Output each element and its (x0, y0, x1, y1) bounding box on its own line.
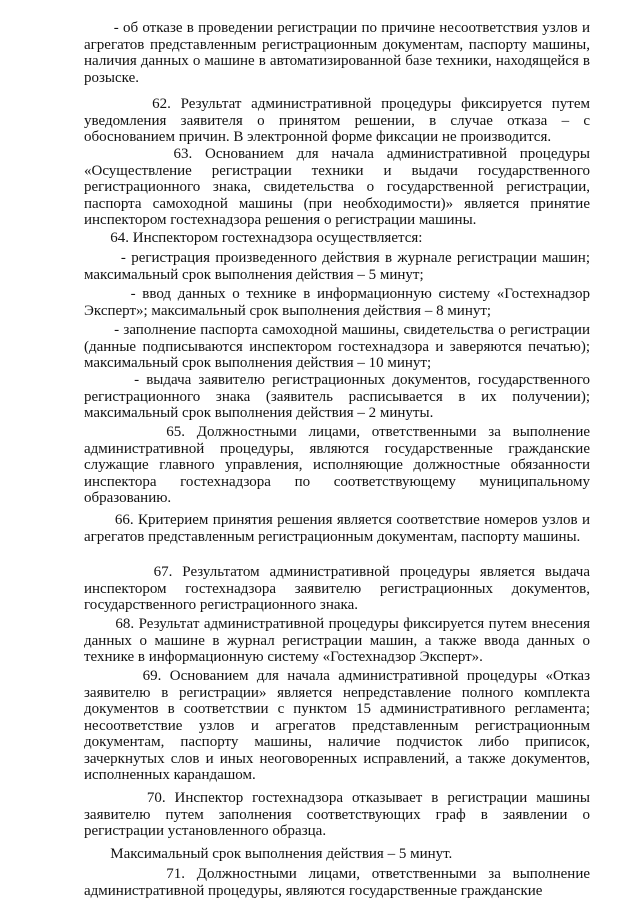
paragraph-64-item-2: - ввод данных о технике в информационную систему «Гостехнадзор Эксперт»; максимальный срок выполнения действия – 8 минут; (84, 286, 590, 319)
paragraph-68: 68. Результат административной процедуры фиксируется путем внесения данных о машине в журнал регистрации машин, а также ввода данных о технике в информационную систему «Гостехнадзор Эксперт». (84, 616, 590, 665)
paragraph-max-time: Максимальный срок выполнения действия – 5 минут. (84, 846, 453, 862)
paragraph-65: 65. Должностными лицами, ответственными за выполнение административной процедуры, являются государственные гражданские служащие главного управления, исполняющие должностные обязанности инспектора гостехнадзора по соответствующему муниципальному образованию. (84, 424, 590, 506)
paragraph-71: 71. Должностными лицами, ответственными за выполнение административной процедуры, являются государственные гражданские (84, 866, 590, 899)
paragraph-64-item-1: - регистрация произведенного действия в журнале регистрации машин; максимальный срок выполнения действия – 5 минут; (84, 250, 590, 283)
paragraph-64: 64. Инспектором гостехнадзора осуществляется: (84, 230, 423, 246)
paragraph-70: 70. Инспектор гостехнадзора отказывает в регистрации машины заявителю путем заполнения соответствующих граф в заявлении о регистрации установленного образца. (84, 790, 590, 839)
paragraph-63: 63. Основанием для начала административной процедуры «Осуществление регистрации техники и выдачи государственного регистрационного знака, свидетельства о государственной регистрации, паспорта самоходной машины (при необходимости)» является принятие инспектором гостехнадзора решения о регистрации машины. (84, 146, 590, 228)
paragraph-62: 62. Результат административной процедуры фиксируется путем уведомления заявителя о принятом решении, в случае отказа – с обоснованием причин. В электронной форме фиксации не производится. (84, 96, 590, 145)
paragraph-66: 66. Критерием принятия решения является соответствие номеров узлов и агрегатов представленным регистрационным документам, паспорту машины. (84, 512, 590, 545)
paragraph-64-item-3: - заполнение паспорта самоходной машины, свидетельства о регистрации (данные подписываются инспектором гостехнадзора и заверяются печатью); максимальный срок выполнения действия – 10 минут; (84, 322, 590, 371)
paragraph-refusal-reason: - об отказе в проведении регистрации по причине несоответствия узлов и агрегатов представленным регистрационным документам, паспорту машины, наличия данных о машине в автоматизированной базе техники, находящейся в розыске. (84, 20, 590, 86)
paragraph-69: 69. Основанием для начала административной процедуры «Отказ заявителю в регистрации» является непредставление полного комплекта документов в соответствии с пунктом 15 административного регламента; несоответствие узлов и агрегатов представленным регистрационным документам, паспорту машины, наличие подчисток либо приписок, зачеркнутых слов и иных неоговоренных исправлений, а также документов, исполненных карандашом. (84, 668, 590, 783)
paragraph-64-item-4: - выдача заявителю регистрационных документов, государственного регистрационного знака (заявитель расписывается в их получении); максимальный срок выполнения действия – 2 минуты. (84, 372, 590, 421)
paragraph-67: 67. Результатом административной процедуры является выдача инспектором гостехнадзора заявителю регистрационных документов, государственного регистрационного знака. (84, 564, 590, 613)
